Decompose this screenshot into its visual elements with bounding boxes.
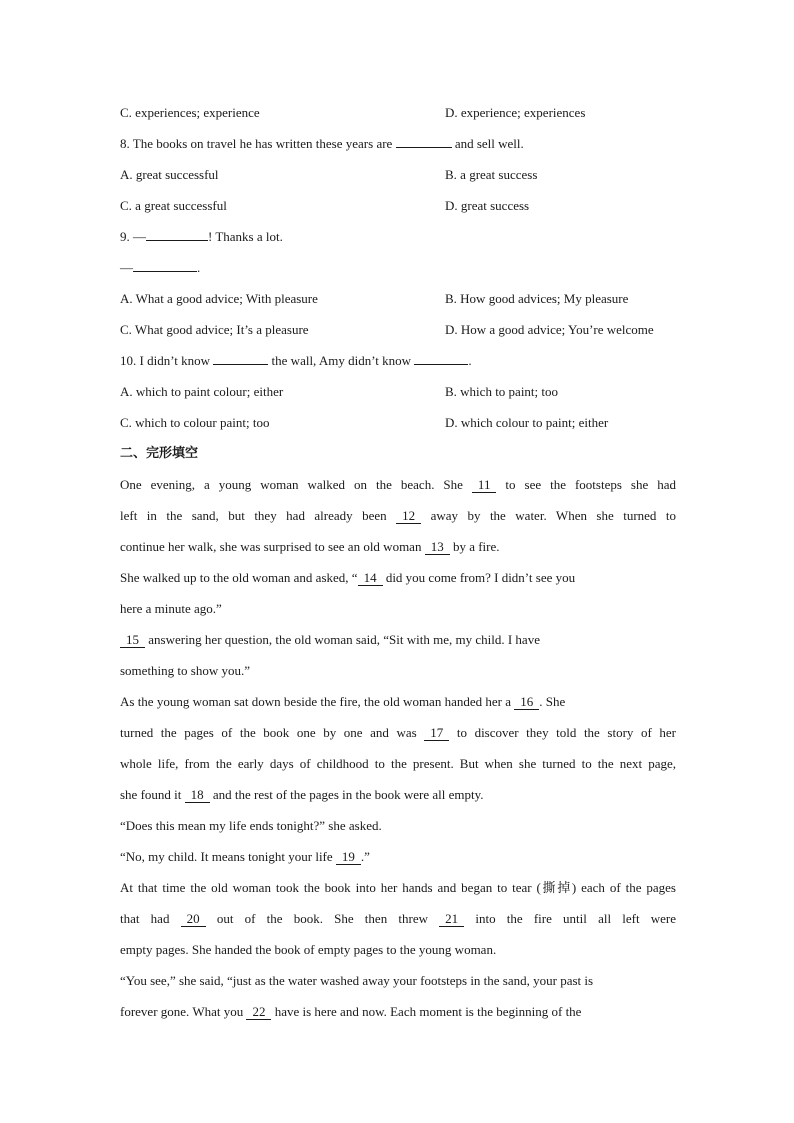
blank-13: 13 <box>425 539 450 555</box>
blank-21: 21 <box>439 911 464 927</box>
passage-text: She walked up to the old woman and asked, “ <box>120 570 358 585</box>
option-10d: D. which colour to paint; either <box>445 415 609 430</box>
passage-line: “Does this mean my life ends tonight?” she asked. <box>120 818 382 833</box>
question-10-options-ab <box>120 380 676 411</box>
passage-line <box>120 783 676 814</box>
question-9-reply <box>120 256 676 287</box>
q9-reply-text-b: . <box>197 260 201 275</box>
passage-line <box>120 1000 676 1031</box>
q10-stem-text-c: . <box>468 353 472 368</box>
passage-text: .” <box>360 849 370 864</box>
passage-line <box>120 907 676 938</box>
option-8a: A. great successful <box>120 167 219 182</box>
option-8d: D. great success <box>445 198 530 213</box>
q9-stem-text-a: 9. — <box>120 229 146 244</box>
passage-line <box>120 473 676 504</box>
option-7c: C. experiences; experience <box>120 105 260 120</box>
option-8c: C. a great successful <box>120 198 227 213</box>
passage-text: by a fire. <box>449 539 500 554</box>
passage-line <box>120 628 676 659</box>
passage-line <box>120 504 676 535</box>
passage-text: . She <box>539 694 566 709</box>
passage-line: something to show you.” <box>120 663 250 678</box>
passage-text: turned the pages of the book one by one and was <box>120 725 425 740</box>
option-9d: D. How a good advice; You’re welcome <box>445 322 654 337</box>
exam-content <box>120 101 676 1031</box>
option-9c: C. What good advice; It’s a pleasure <box>120 322 309 337</box>
option-10a: A. which to paint colour; either <box>120 384 284 399</box>
passage-line <box>120 566 676 597</box>
question-10-options-cd <box>120 411 676 442</box>
passage-text: continue her walk, she was surprised to see an old woman <box>120 539 425 554</box>
option-9b: B. How good advices; My pleasure <box>445 291 629 306</box>
passage-text: into the fire until all left were <box>464 911 677 926</box>
question-8-options-cd <box>120 194 676 225</box>
passage-line: here a minute ago.” <box>120 601 222 616</box>
blank-19: 19 <box>336 849 361 865</box>
passage-text: she found it <box>120 787 185 802</box>
option-10c: C. which to colour paint; too <box>120 415 270 430</box>
passage-text: did you come from? I didn’t see you <box>382 570 576 585</box>
option-10b: B. which to paint; too <box>445 384 559 399</box>
passage-text: As the young woman sat down beside the fire, the old woman handed her a <box>120 694 515 709</box>
option-8b: B. a great success <box>445 167 538 182</box>
question-10-stem <box>120 349 676 380</box>
question-7-options-cd <box>120 101 676 132</box>
passage-line <box>120 535 676 566</box>
q9-blank-1 <box>146 225 208 241</box>
passage-text: forever gone. What you <box>120 1004 247 1019</box>
passage-text: to see the footsteps she had <box>496 477 676 492</box>
blank-15: 15 <box>120 632 145 648</box>
option-9a: A. What a good advice; With pleasure <box>120 291 318 306</box>
question-9-stem <box>120 225 676 256</box>
passage-text: left in the sand, but they had already been <box>120 508 397 523</box>
section-heading-cloze: 二、完形填空 <box>120 446 199 461</box>
q10-stem-text-b: the wall, Amy didn’t know <box>268 353 415 368</box>
passage-text: have is here and now. Each moment is the beginning of the <box>271 1004 582 1019</box>
option-7d: D. experience; experiences <box>445 105 586 120</box>
passage-line: empty pages. She handed the book of empty pages to the young woman. <box>120 942 497 957</box>
passage-text: that had <box>120 911 181 926</box>
q8-blank <box>396 132 452 148</box>
blank-17: 17 <box>424 725 449 741</box>
passage-text: away by the water. When she turned to <box>421 508 676 523</box>
blank-11: 11 <box>472 477 497 493</box>
question-8-options-ab <box>120 163 676 194</box>
blank-16: 16 <box>514 694 539 710</box>
question-9-options-ab <box>120 287 676 318</box>
blank-14: 14 <box>358 570 383 586</box>
q9-blank-2 <box>133 256 197 272</box>
q10-blank-1 <box>213 349 268 365</box>
q10-stem-text-a: 10. I didn’t know <box>120 353 214 368</box>
blank-20: 20 <box>181 911 206 927</box>
passage-text: One evening, a young woman walked on the beach. She <box>120 477 472 492</box>
passage-text: answering her question, the old woman said, “Sit with me, my child. I have <box>145 632 540 647</box>
q8-stem-text-b: and sell well. <box>451 136 524 151</box>
q9-stem-text-b: ! Thanks a lot. <box>208 229 283 244</box>
passage-text: to discover they told the story of her <box>449 725 676 740</box>
passage-line <box>120 845 676 876</box>
passage-text: “No, my child. It means tonight your life <box>120 849 336 864</box>
passage-text: out of the book. She then threw <box>205 911 440 926</box>
q10-blank-2 <box>414 349 468 365</box>
passage-line: whole life, from the early days of childhood to the present. But when she turned to the next page, <box>120 756 676 771</box>
passage-line: At that time the old woman took the book into her hands and began to tear (撕掉) each of the pages <box>120 880 676 895</box>
blank-12: 12 <box>396 508 421 524</box>
passage-text: and the rest of the pages in the book were all empty. <box>209 787 484 802</box>
passage-line: “You see,” she said, “just as the water washed away your footsteps in the sand, your past is <box>120 973 594 988</box>
blank-22: 22 <box>246 1004 271 1020</box>
passage-line <box>120 721 676 752</box>
blank-18: 18 <box>185 787 210 803</box>
passage-line <box>120 690 676 721</box>
question-9-options-cd <box>120 318 676 349</box>
q8-stem-text-a: 8. The books on travel he has written these years are <box>120 136 396 151</box>
q9-reply-text-a: — <box>120 260 133 275</box>
question-8-stem <box>120 132 676 163</box>
